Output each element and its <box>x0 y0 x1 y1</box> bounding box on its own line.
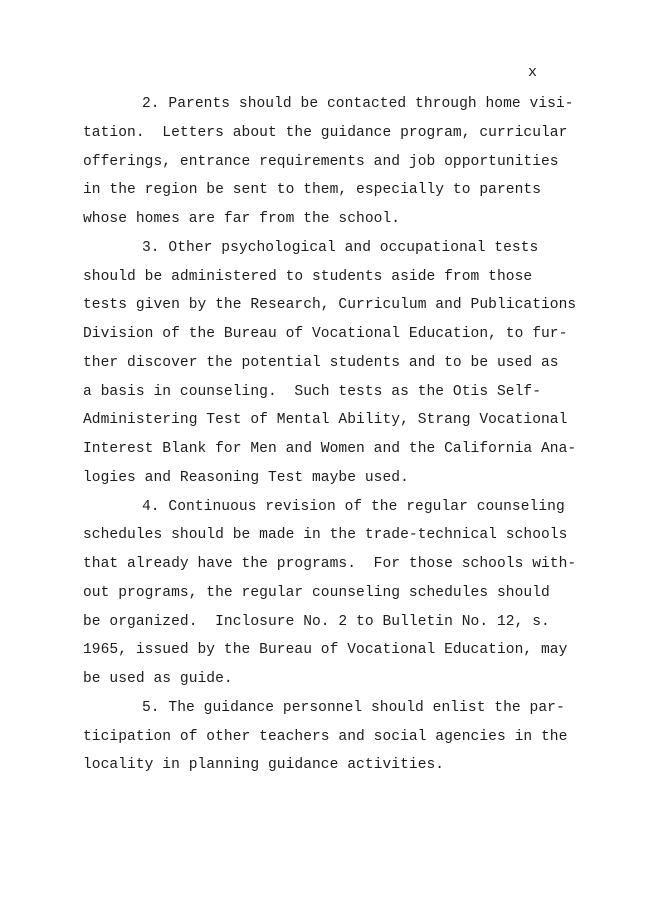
paragraph-3-line-8: Interest Blank for Men and Women and the California Ana- <box>83 441 577 457</box>
paragraph-3-line-7: Administering Test of Mental Ability, Strang Vocational <box>83 412 568 429</box>
paragraph-3-line-2: should be administered to students aside from those <box>83 268 533 285</box>
paragraph-4-line-6: 1965, issued by the Bureau of Vocational Education, may <box>83 642 568 659</box>
paragraph-4-line-3: that already have the programs. For those schools with- <box>83 556 577 572</box>
paragraph-2-line-2: tation. Letters about the guidance program, curricular <box>83 124 568 141</box>
paragraph-2-line-5: whose homes are far from the school. <box>83 211 401 227</box>
paragraph-4-line-4: out programs, the regular counseling schedules should <box>83 584 550 601</box>
paragraph-4-line-1: 4. Continuous revision of the regular counseling <box>142 498 565 515</box>
paragraph-5-line-3: locality in planning guidance activities. <box>83 757 445 774</box>
paragraph-5-line-1: 5. The guidance personnel should enlist the par- <box>142 699 565 716</box>
paragraph-3-line-5: ther discover the potential students and to be used as <box>83 354 559 371</box>
paragraph-3-line-1: 3. Other psychological and occupational tests <box>142 239 539 256</box>
paragraph-2-line-3: offerings, entrance requirements and job opportunities <box>83 153 559 170</box>
body-text <box>83 90 583 780</box>
page-number: x <box>528 64 538 81</box>
paragraph-5-line-2: ticipation of other teachers and social agencies in the <box>83 728 568 745</box>
paragraph-4-line-7: be used as guide. <box>83 671 233 687</box>
paragraph-2-line-4: in the region be sent to them, especially to parents <box>83 182 541 199</box>
paragraph-3-line-3: tests given by the Research, Curriculum and Publications <box>83 297 577 314</box>
paragraph-3-line-4: Division of the Bureau of Vocational Education, to fur- <box>83 326 568 342</box>
paragraph-4-line-2: schedules should be made in the trade-technical schools <box>83 527 568 544</box>
paragraph-4-line-5: be organized. Inclosure No. 2 to Bulletin No. 12, s. <box>83 613 550 630</box>
paragraph-2-line-1: 2. Parents should be contacted through home visi- <box>142 96 574 112</box>
paragraph-3-line-9: logies and Reasoning Test maybe used. <box>83 469 409 486</box>
paragraph-3-line-6: a basis in counseling. Such tests as the Otis Self- <box>83 383 541 400</box>
